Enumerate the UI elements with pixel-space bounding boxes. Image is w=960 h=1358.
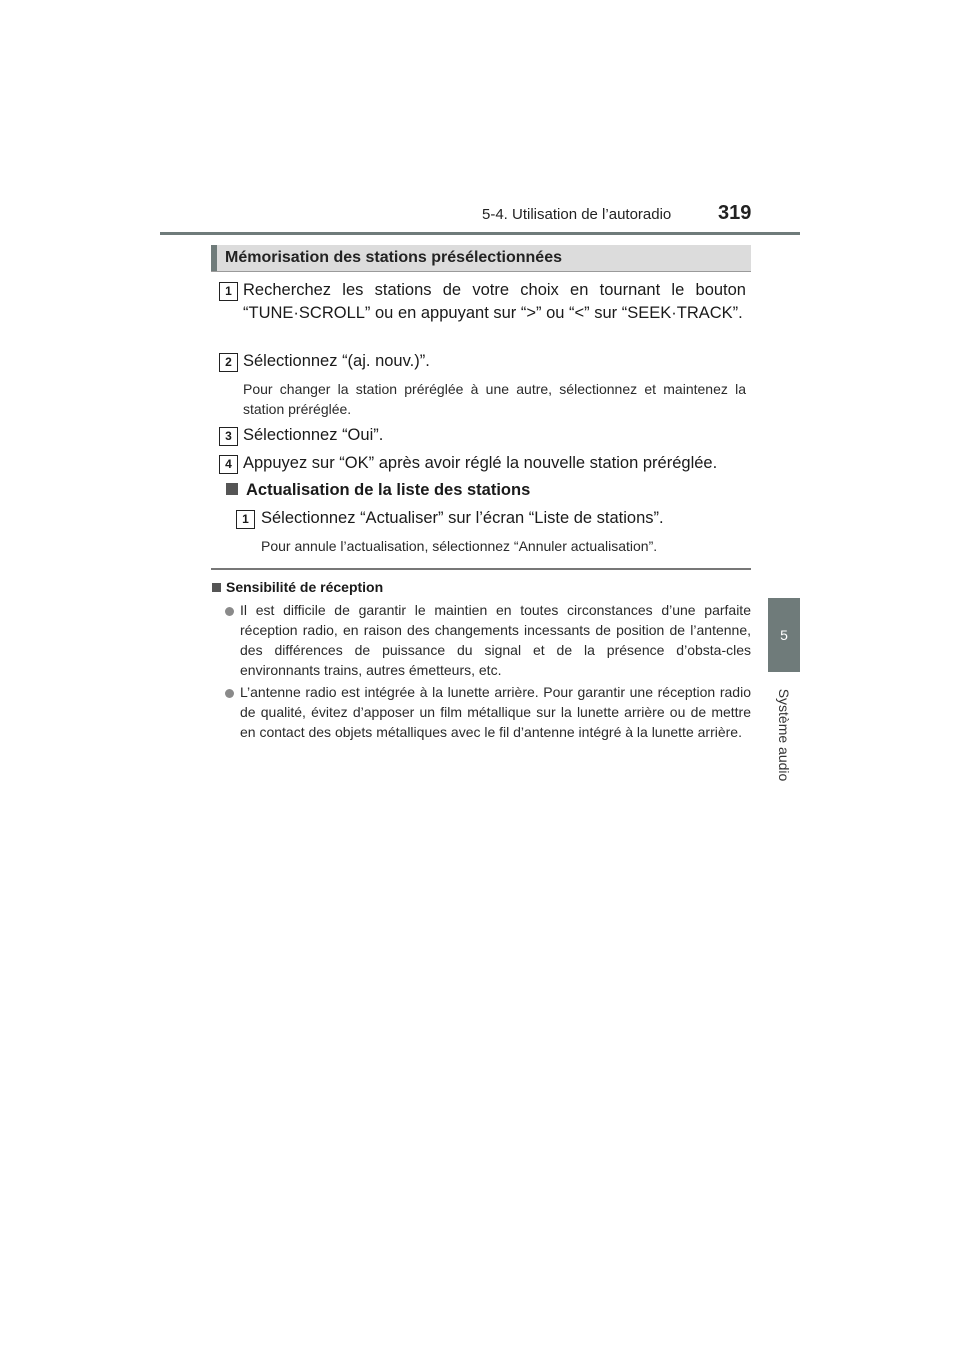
notes-title: Sensibilité de réception	[226, 579, 384, 595]
section-title-bar	[211, 245, 751, 272]
section-accent	[211, 245, 217, 271]
note-bullet-2: L’antenne radio est intégrée à la lunette arrière. Pour garantir une réception radio de qualité, évitez d’apposer un film métallique sur la lunette arrière ou de mettre en contact des objets métalliques avec le fil d’antenne intégré à la lunette arrière.	[240, 684, 751, 740]
substep-1-badge: 1	[236, 510, 255, 529]
step-4-badge: 4	[219, 455, 238, 474]
step-3-badge: 3	[219, 427, 238, 446]
note-bullet-1: Il est difficile de garantir le maintien en toutes circonstances d’une parfaite réception radio, en raison des changements incessants de position de l’antenne, des différences de puissance du signal et de la présence d’obsta-cles environnants trains, autres émetteurs, etc.	[240, 602, 751, 678]
round-bullet-icon	[225, 689, 234, 698]
step-4-text: Appuyez sur “OK” après avoir réglé la nouvelle station préréglée.	[243, 454, 718, 472]
header-section-title: 5-4. Utilisation de l’autoradio	[482, 206, 672, 223]
substep-1-note: Pour annule l’actualisation, sélectionnez “Annuler actualisation”.	[261, 538, 658, 554]
section-title: Mémorisation des stations présélectionnées	[225, 249, 562, 266]
step-1-badge: 1	[219, 282, 238, 301]
chapter-tab-number: 5	[768, 598, 800, 672]
round-bullet-icon	[225, 607, 234, 616]
substep-1-text: Sélectionnez “Actualiser” sur l’écran “Liste de stations”.	[261, 509, 664, 527]
step-3-text: Sélectionnez “Oui”.	[243, 426, 384, 444]
step-2-text: Sélectionnez “(aj. nouv.)”.	[243, 352, 430, 370]
square-bullet-icon	[226, 483, 238, 495]
notes-divider	[211, 568, 751, 570]
step-2-note: Pour changer la station préréglée à une autre, sélectionnez et maintenez la station préréglée.	[243, 381, 746, 417]
chapter-tab-label	[772, 680, 796, 790]
page-number: 319	[718, 202, 752, 224]
subsection-heading	[226, 481, 530, 500]
step-2-badge: 2	[219, 353, 238, 372]
subsection-title: Actualisation de la liste des stations	[246, 481, 531, 499]
chapter-tab-label-text: Système audio	[776, 688, 792, 782]
notes-heading	[212, 579, 383, 595]
header-rule	[160, 232, 800, 235]
square-bullet-icon	[212, 583, 221, 592]
step-1-text: Recherchez les stations de votre choix en tournant le bouton “TUNE·SCROLL” ou en appuyant sur “>” ou “<” sur “SEEK·TRACK”.	[243, 281, 746, 322]
